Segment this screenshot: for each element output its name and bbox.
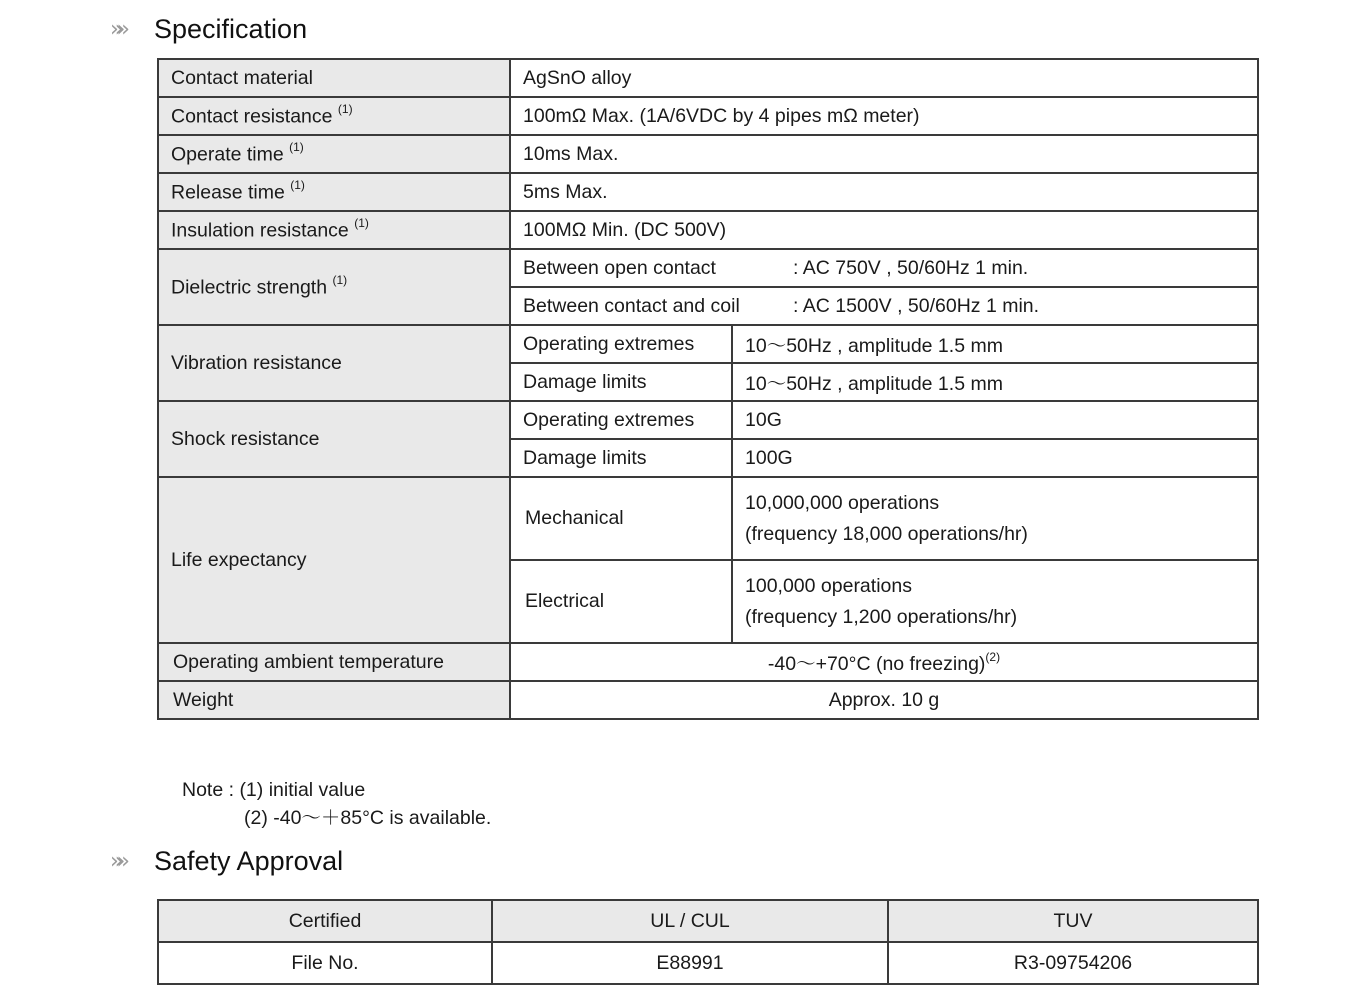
- table-header-row: [158, 900, 1258, 942]
- table-row: [158, 681, 1258, 719]
- chevrons-icon: »»: [110, 17, 123, 42]
- shock-operating-value: 10G: [732, 401, 1258, 439]
- contact-resistance-label-cell: [158, 97, 510, 135]
- vibration-damage-label: Damage limits: [510, 363, 732, 401]
- table-row: [158, 97, 1258, 135]
- table-row: [158, 477, 1258, 560]
- table-row: [158, 942, 1258, 984]
- dielectric-contact-coil-value: : AC 1500V , 50/60Hz 1 min.: [793, 294, 1040, 317]
- tuv-file-no: R3-09754206: [888, 942, 1258, 984]
- operate-time-label: Operate time: [171, 143, 284, 166]
- dielectric-open-contact-label: Between open contact: [523, 256, 716, 279]
- note-marker: (1): [289, 139, 304, 154]
- life-mechanical-value-cell: [732, 477, 1258, 560]
- life-electrical-value-cell: [732, 560, 1258, 643]
- insulation-resistance-label-cell: [158, 211, 510, 249]
- specification-table: [157, 58, 1259, 720]
- chevrons-icon: »»: [110, 849, 123, 874]
- ul-cul-file-no: E88991: [492, 942, 888, 984]
- dielectric-row-open-contact: [510, 249, 1258, 287]
- vibration-resistance-label: Vibration resistance: [158, 325, 510, 401]
- note-marker: (1): [354, 215, 369, 230]
- table-row: [158, 59, 1258, 97]
- release-time-label: Release time: [171, 181, 285, 204]
- safety-approval-heading: [110, 846, 343, 877]
- dielectric-strength-label-cell: [158, 249, 510, 325]
- ambient-temperature-value-cell: [510, 643, 1258, 681]
- vibration-operating-value: 10～50Hz , amplitude 1.5 mm: [732, 325, 1258, 363]
- life-mechanical-value-2: (frequency 18,000 operations/hr): [745, 522, 1028, 545]
- life-expectancy-label: Life expectancy: [158, 477, 510, 643]
- release-time-label-cell: [158, 173, 510, 211]
- table-row: [158, 325, 1258, 363]
- note-line-2: (2) -40～＋85°C is available.: [244, 807, 492, 829]
- shock-damage-label: Damage limits: [510, 439, 732, 477]
- shock-operating-label: Operating extremes: [510, 401, 732, 439]
- contact-material-value: AgSnO alloy: [510, 59, 1258, 97]
- ambient-temperature-label: Operating ambient temperature: [158, 643, 510, 681]
- contact-material-label: Contact material: [158, 59, 510, 97]
- safety-approval-table: [157, 899, 1259, 985]
- shock-resistance-label: Shock resistance: [158, 401, 510, 477]
- header-certified: Certified: [158, 900, 492, 942]
- operate-time-label-cell: [158, 135, 510, 173]
- note-marker: (1): [332, 272, 348, 287]
- dielectric-contact-coil-label: Between contact and coil: [523, 294, 740, 317]
- weight-value: Approx. 10 g: [510, 681, 1258, 719]
- dielectric-row-contact-coil: [510, 287, 1258, 325]
- header-tuv: TUV: [888, 900, 1258, 942]
- table-row: [158, 249, 1258, 287]
- ambient-temperature-value: -40～+70°C (no freezing): [767, 653, 986, 675]
- note-marker: (2): [985, 649, 1001, 664]
- insulation-resistance-value: 100MΩ Min. (DC 500V): [510, 211, 1258, 249]
- notes: [182, 776, 491, 832]
- insulation-resistance-label: Insulation resistance: [171, 219, 349, 242]
- contact-resistance-value: 100mΩ Max. (1A/6VDC by 4 pipes mΩ meter): [510, 97, 1258, 135]
- life-mechanical-value-1: 10,000,000 operations: [745, 491, 940, 514]
- shock-damage-value: 100G: [732, 439, 1258, 477]
- dielectric-open-contact-value: : AC 750V , 50/60Hz 1 min.: [793, 256, 1029, 279]
- weight-label: Weight: [158, 681, 510, 719]
- table-row: [158, 135, 1258, 173]
- contact-resistance-label: Contact resistance: [171, 105, 333, 128]
- table-row: [158, 173, 1258, 211]
- release-time-value: 5ms Max.: [510, 173, 1258, 211]
- life-electrical-label: Electrical: [510, 560, 732, 643]
- vibration-damage-value: 10～50Hz , amplitude 1.5 mm: [732, 363, 1258, 401]
- note-line-1: Note : (1) initial value: [182, 779, 366, 801]
- note-marker: (1): [337, 101, 353, 116]
- note-marker: (1): [290, 177, 305, 192]
- dielectric-strength-label: Dielectric strength: [171, 276, 328, 299]
- table-row: [158, 401, 1258, 439]
- safety-approval-title: Safety Approval: [154, 846, 344, 876]
- table-row: [158, 211, 1258, 249]
- specification-title: Specification: [154, 14, 308, 44]
- header-ul-cul: UL / CUL: [492, 900, 888, 942]
- life-electrical-value-2: (frequency 1,200 operations/hr): [745, 605, 1018, 628]
- file-no-label: File No.: [158, 942, 492, 984]
- table-row: [158, 643, 1258, 681]
- vibration-operating-label: Operating extremes: [510, 325, 732, 363]
- life-mechanical-label: Mechanical: [510, 477, 732, 560]
- specification-heading: [110, 14, 307, 45]
- life-electrical-value-1: 100,000 operations: [745, 574, 912, 597]
- operate-time-value: 10ms Max.: [510, 135, 1258, 173]
